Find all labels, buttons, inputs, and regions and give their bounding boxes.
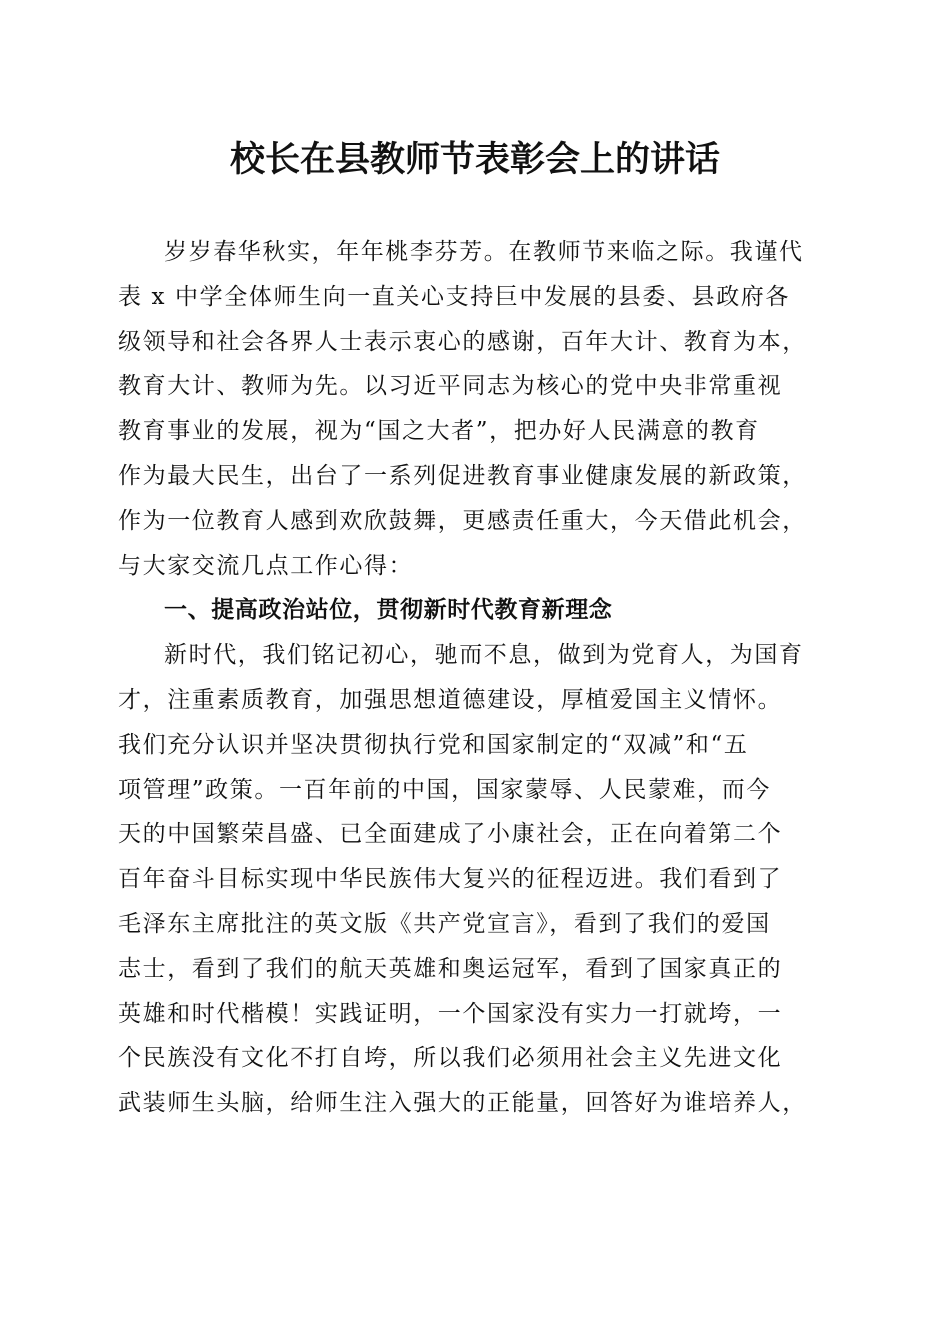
document-title: 校长在县教师节表彰会上的讲话 bbox=[229, 139, 720, 180]
paragraph-line: 才，注重素质教育，加强思想道德建设，厚植爱国主义情怀。 bbox=[118, 686, 783, 713]
paragraph-line: 作为最大民生，出台了一系列促进教育事业健康发展的新政策， bbox=[118, 462, 807, 489]
paragraph-line: 天的中国繁荣昌盛、已全面建成了小康社会，正在向着第二个 bbox=[118, 821, 783, 848]
paragraph-line: 教育事业的发展，视为“国之大者”，把办好人民满意的教育 bbox=[118, 418, 760, 445]
paragraph-line: 项管理”政策。一百年前的中国，国家蒙辱、人民蒙难，而今 bbox=[118, 776, 771, 803]
paragraph-line: 岁岁春华秋实，年年桃李芬芳。在教师节来临之际。我谨代 bbox=[164, 239, 804, 265]
paragraph-line: 我们充分认识并坚决贯彻执行党和国家制定的“双减”和“五 bbox=[118, 731, 749, 758]
paragraph-line: 与大家交流几点工作心得： bbox=[118, 552, 414, 579]
paragraph-line: 新时代，我们铭记初心，驰而不息，做到为党育人，为国育 bbox=[164, 642, 804, 669]
paragraph-line: 个民族没有文化不打自垮，所以我们必须用社会主义先进文化 bbox=[118, 1045, 783, 1072]
paragraph-line: 百年奋斗目标实现中华民族伟大复兴的征程迈进。我们看到了 bbox=[118, 866, 783, 893]
section-heading: 一、提高政治站位，贯彻新时代教育新理念 bbox=[164, 597, 613, 624]
paragraph-line: 级领导和社会各界人士表示衷心的感谢，百年大计、教育为本， bbox=[118, 328, 807, 355]
document-body bbox=[118, 230, 836, 1126]
paragraph-line: 毛泽东主席批注的英文版《共产党宣言》，看到了我们的爱国 bbox=[118, 910, 771, 937]
paragraph-line: 教育大计、教师为先。以习近平同志为核心的党中央非常重视 bbox=[118, 373, 783, 400]
paragraph-line: 志士，看到了我们的航天英雄和奥运冠军，看到了国家真正的 bbox=[118, 955, 783, 982]
paragraph-line: 武装师生头脑，给师生注入强大的正能量，回答好为谁培养人， bbox=[118, 1090, 807, 1117]
paragraph-line: 表 x 中学全体师生向一直关心支持巨中发展的县委、县政府各 bbox=[118, 283, 790, 310]
paragraph-line: 英雄和时代楷模！实践证明，一个国家没有实力一打就垮，一 bbox=[118, 1000, 783, 1027]
paragraph-line: 作为一位教育人感到欢欣鼓舞，更感责任重大，今天借此机会， bbox=[118, 507, 807, 534]
